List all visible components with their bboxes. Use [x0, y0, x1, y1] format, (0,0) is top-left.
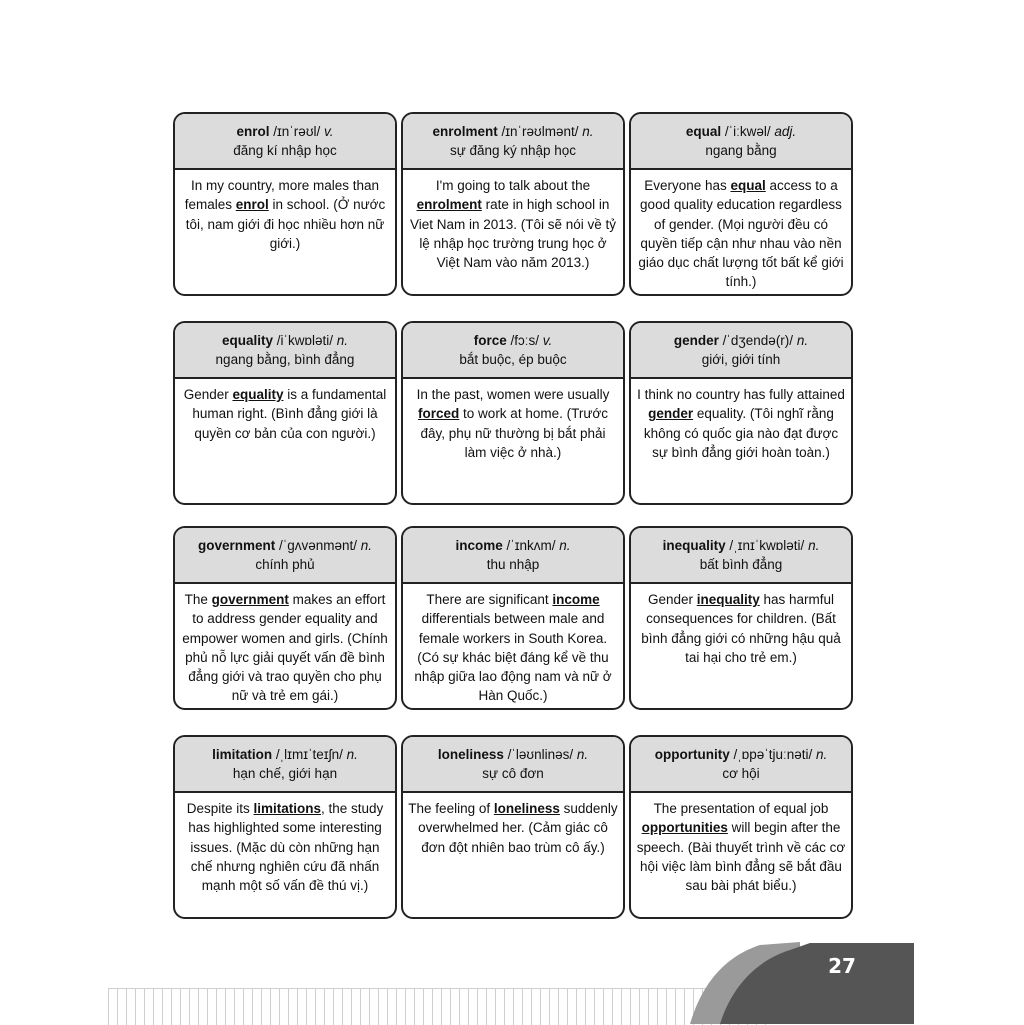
part-of-speech: v.	[542, 333, 553, 348]
part-of-speech: n.	[808, 538, 820, 553]
part-of-speech: n.	[576, 747, 589, 762]
part-of-speech: n.	[582, 124, 594, 139]
meaning: chính phủ	[255, 557, 315, 572]
meaning: bắt buộc, ép buộc	[459, 352, 567, 367]
example-sentence: Despite its limitations, the study has highlighted some interesting issues. (Mặc dù còn những hạn chế nhưng nghiên cứu đã nhấn mạnh một số vấn đề thú vị.)	[186, 801, 384, 894]
example-sentence: I'm going to talk about the enrolment rate in high school in Viet Nam in 2013. (Tôi sẽ nói về tỷ lệ nhập học trường trung học ở Việt Nam vào năm 2013.)	[409, 178, 617, 271]
phonetic: /ˈɡʌvənmənt/	[275, 538, 361, 553]
example-keyword: opportunities	[641, 820, 728, 836]
phonetic: /ˌɪnɪˈkwɒləti/	[725, 538, 809, 553]
example-sentence: In the past, women were usually forced to work at home. (Trước đây, phụ nữ thường bị bắt phải làm việc ở nhà.)	[416, 387, 610, 460]
phonetic: /ɪnˈrəʊl/	[269, 124, 324, 139]
headword: gender	[673, 333, 719, 348]
part-of-speech: n.	[346, 747, 358, 762]
headword: government	[197, 538, 276, 553]
headword: income	[455, 538, 503, 553]
part-of-speech: v.	[324, 124, 334, 139]
phonetic: /iˈkwɒləti/	[272, 333, 337, 348]
headword: enrolment	[432, 124, 498, 139]
example-keyword: equality	[232, 387, 284, 402]
example-sentence: The government makes an effort to address gender equality and empower women and girls. (Chính phủ nỗ lực giải quyết vấn đề bình đẳng giới và trao quyền cho phụ nữ và trẻ em gái.)	[182, 592, 388, 704]
meaning: thu nhập	[486, 557, 540, 572]
phonetic: /ˈdʒendə(r)/	[718, 333, 797, 348]
example-sentence: Gender equality is a fundamental human right. (Bình đẳng giới là quyền cơ bản của con người.)	[183, 387, 387, 441]
meaning: ngang bằng, bình đẳng	[215, 352, 355, 367]
example-sentence: I think no country has fully attained gender equality. (Tôi nghĩ rằng không có quốc gia nào đạt được sự bình đẳng giới hoàn toàn.)	[637, 387, 845, 460]
headword: enrol	[236, 124, 270, 139]
phonetic: /ˌɒpəˈtjuːnəti/	[729, 747, 816, 762]
example-keyword: forced	[418, 406, 460, 422]
phonetic: /ˈləʊnlinəs/	[503, 747, 577, 762]
headword: limitation	[212, 747, 273, 762]
meaning: đăng kí nhập học	[233, 143, 337, 158]
example-keyword: limitations	[253, 801, 321, 816]
example-keyword: equal	[730, 178, 766, 193]
example-keyword: inequality	[696, 592, 760, 607]
example-keyword: government	[211, 592, 289, 607]
example-sentence: In my country, more males than females enrol in school. (Ở nước tôi, nam giới đi học nhiều hơn nữ giới.)	[184, 178, 386, 251]
meaning: sự đăng ký nhập học	[449, 143, 577, 158]
phonetic: /ˈiːkwəl/	[721, 124, 775, 139]
part-of-speech: n.	[816, 747, 828, 762]
headword: opportunity	[654, 747, 730, 762]
headword: equality	[221, 333, 273, 348]
meaning: ngang bằng	[705, 143, 777, 158]
phonetic: /ˌlɪmɪˈteɪʃn/	[272, 747, 347, 762]
example-sentence: The presentation of equal job opportunities will begin after the speech. (Bài thuyết trình về các cơ hội việc làm bình đẳng sẽ bắt đầu sau bài phát biểu.)	[636, 801, 846, 894]
part-of-speech: n.	[336, 333, 349, 348]
part-of-speech: adj.	[774, 124, 797, 139]
headword: equal	[685, 124, 722, 139]
example-sentence: The feeling of loneliness suddenly overwhelmed her. (Cảm giác cô đơn đột nhiên bao trùm cô ấy.)	[408, 801, 618, 855]
meaning: bất bình đẳng	[699, 557, 783, 572]
part-of-speech: n.	[796, 333, 809, 348]
part-of-speech: n.	[559, 538, 571, 553]
headword: force	[473, 333, 507, 348]
meaning: cơ hội	[722, 766, 760, 781]
page-number: 27	[828, 954, 856, 978]
phonetic: /fɔːs/	[506, 333, 543, 348]
headword: loneliness	[437, 747, 504, 762]
meaning: sự cô đơn	[482, 766, 544, 781]
phonetic: /ˈɪnkʌm/	[502, 538, 560, 553]
example-keyword: income	[552, 592, 600, 607]
example-sentence: Gender inequality has harmful consequences for children. (Bất bình đẳng giới có những hậu quả tai hại cho trẻ em.)	[641, 592, 841, 665]
example-sentence: There are significant income differentials between male and female workers in South Korea. (Có sự khác biệt đáng kể về thu nhập giữa lao động nam và nữ ở Hàn Quốc.)	[414, 592, 612, 704]
meaning: giới, giới tính	[701, 352, 781, 367]
example-keyword: loneliness	[493, 801, 560, 816]
example-sentence: Everyone has equal access to a good quality education regardless of gender. (Mọi người đều có quyền tiếp cận như nhau vào nền giáo dục chất lượng tốt bất kể giới tính.)	[638, 178, 844, 290]
headword: inequality	[662, 538, 726, 553]
example-keyword: enrolment	[416, 197, 482, 213]
example-keyword: gender	[648, 406, 694, 422]
phonetic: /ɪnˈrəʊlmənt/	[497, 124, 583, 139]
part-of-speech: n.	[360, 538, 373, 553]
meaning: hạn chế, giới hạn	[232, 766, 338, 781]
example-keyword: enrol	[235, 197, 269, 213]
